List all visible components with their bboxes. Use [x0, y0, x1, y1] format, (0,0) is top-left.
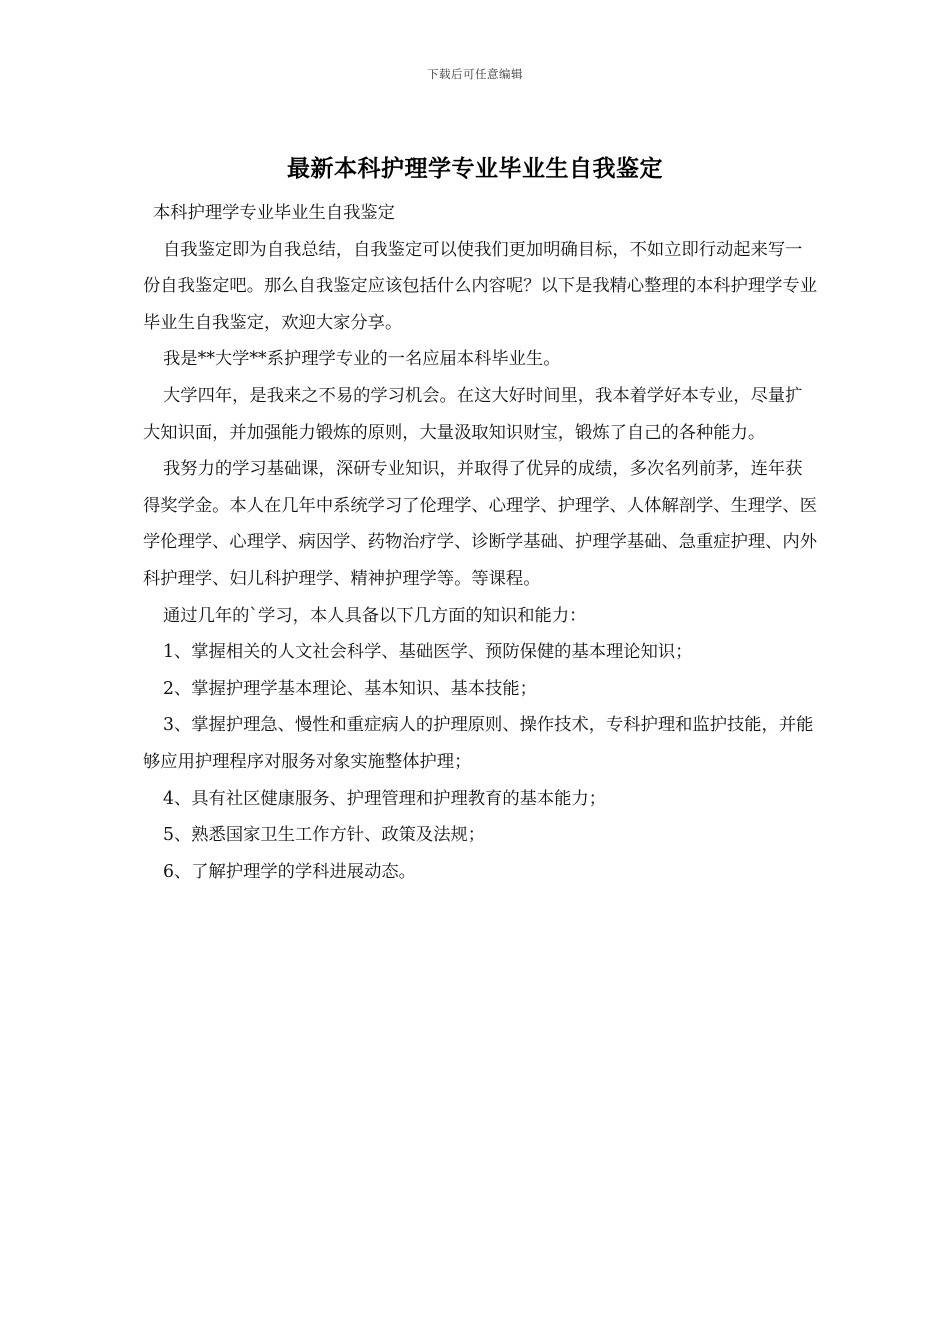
list-item	[143, 781, 819, 818]
paragraph-courses	[143, 451, 819, 597]
list-item	[143, 817, 819, 854]
list-item-text: 3、掌握护理急、慢性和重症病人的护理原则、操作技术，专科护理和监护技能，并能够应用护理程序对服务对象实施整体护理；	[143, 715, 814, 772]
paragraph-abilities-intro	[143, 598, 819, 635]
list-item	[143, 634, 819, 671]
paragraph-text: 本科护理学专业毕业生自我鉴定	[153, 203, 395, 223]
list-item-text: 2、掌握护理学基本理论、基本知识、基本技能；	[163, 678, 537, 699]
list-item	[143, 707, 819, 780]
list-item	[143, 671, 819, 708]
paragraph-text: 通过几年的`学习，本人具备以下几方面的知识和能力：	[163, 605, 587, 626]
document-title: 最新本科护理学专业毕业生自我鉴定	[287, 156, 663, 182]
list-item-text: 1、掌握相关的人文社会科学、基础医学、预防保健的基本理论知识；	[163, 642, 693, 663]
list-item	[143, 854, 819, 891]
paragraph-subtitle	[143, 195, 819, 232]
paragraph-text: 我努力的学习基础课，深研专业知识，并取得了优异的成绩，多次名列前茅，连年获得奖学金。本人在几年中系统学习了伦理学、心理学、护理学、人体解剖学、生理学、医学伦理学、心理学、病因学、药物治疗学、诊断学基础、护理学基础、急重症护理、内外科护理学、妇儿科护理学、精神护理学等。等课程。	[143, 459, 817, 589]
paragraph-university-years	[143, 378, 819, 451]
paragraph-text: 我是**大学**系护理学专业的一名应届本科毕业生。	[163, 349, 561, 370]
paragraph-self-intro	[143, 341, 819, 378]
paragraph-intro	[143, 232, 819, 342]
document-body	[143, 195, 819, 890]
list-item-text: 6、了解护理学的学科进展动态。	[163, 861, 416, 882]
paragraph-text: 大学四年，是我来之不易的学习机会。在这大好时间里，我本着学好本专业，尽量扩大知识面，并加强能力锻炼的原则，大量汲取知识财宝，锻炼了自己的各种能力。	[143, 385, 803, 443]
paragraph-text: 自我鉴定即为自我总结，自我鉴定可以使我们更加明确目标，不如立即行动起来写一份自我鉴定吧。那么自我鉴定应该包括什么内容呢？以下是我精心整理的本科护理学专业毕业生自我鉴定，欢迎大家分享。	[143, 239, 817, 333]
list-item-text: 4、具有社区健康服务、护理管理和护理教育的基本能力；	[163, 788, 607, 809]
header-note: 下载后可任意编辑	[427, 67, 523, 81]
list-item-text: 5、熟悉国家卫生工作方针、政策及法规；	[163, 825, 486, 846]
